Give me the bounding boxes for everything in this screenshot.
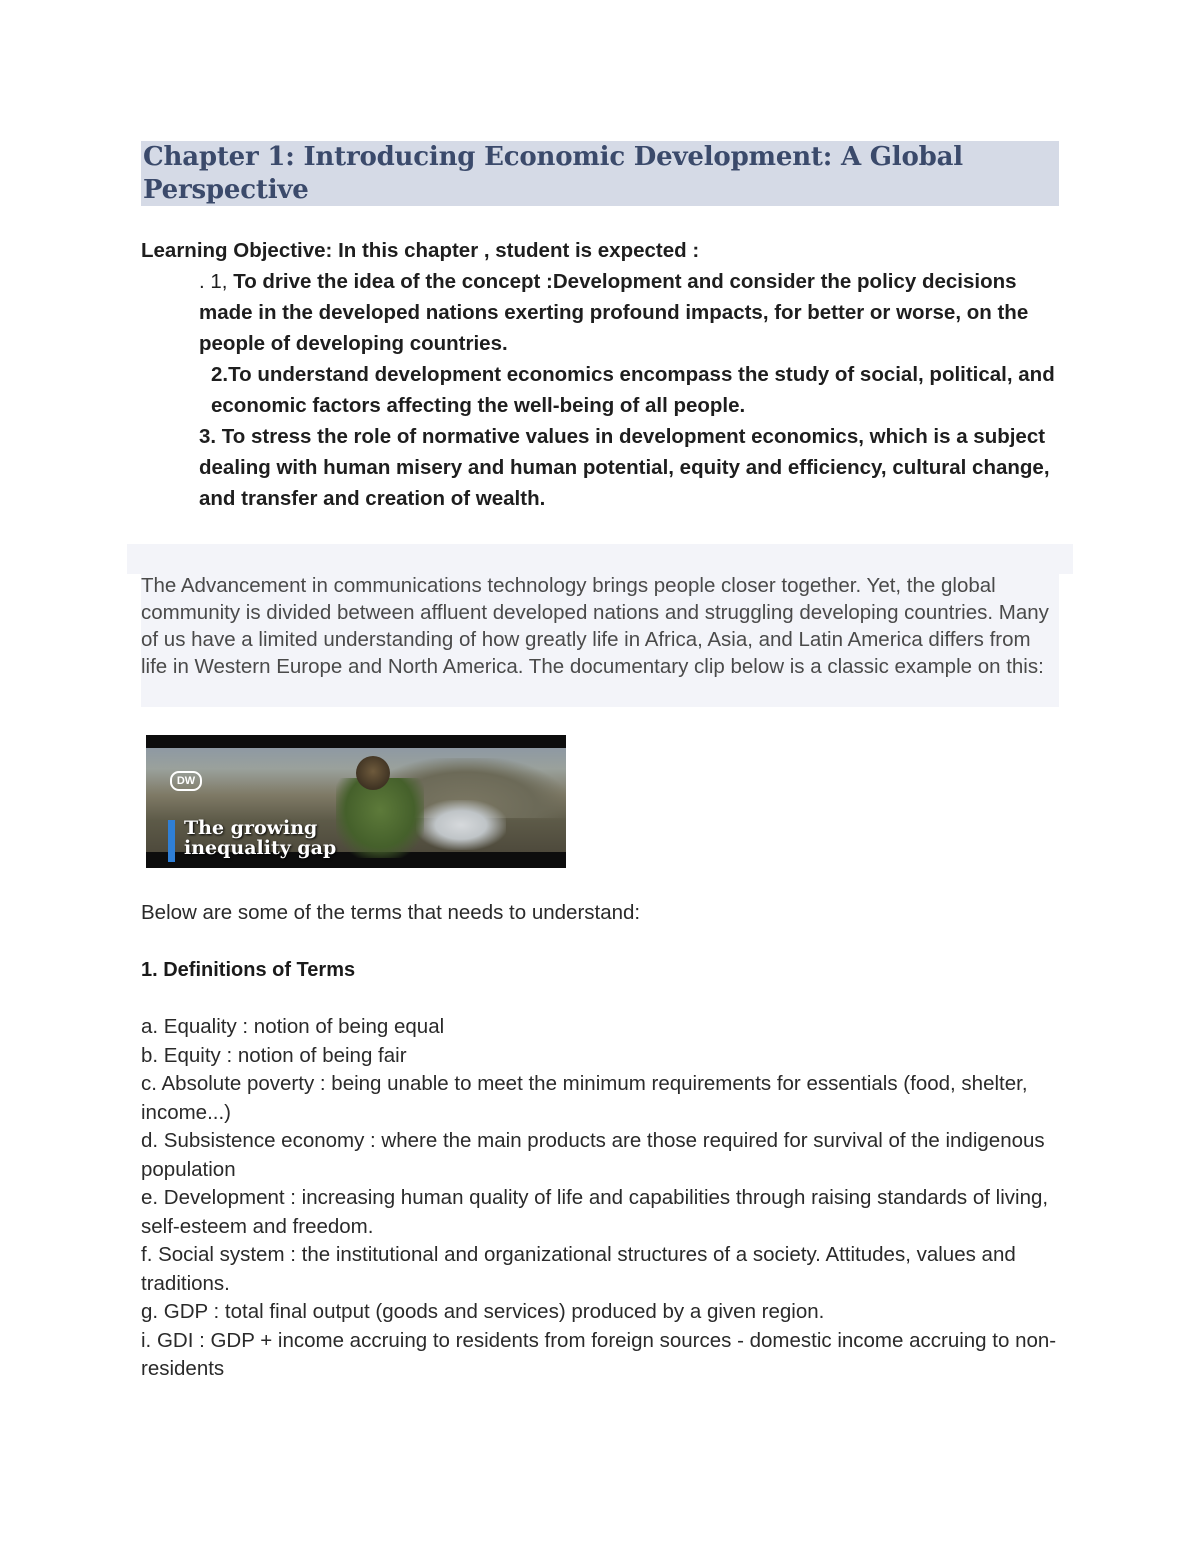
video-thumbnail[interactable] bbox=[146, 735, 566, 868]
term-item: f. Social system : the institutional and organizational structures of a society. Attitudes, values and traditions. bbox=[141, 1243, 1016, 1295]
term-item: g. GDP : total final output (goods and services) produced by a given region. bbox=[141, 1300, 825, 1323]
chapter-title: Chapter 1: Introducing Economic Development: A Global Perspective bbox=[143, 142, 963, 205]
term-item: c. Absolute poverty : being unable to meet the minimum requirements for essentials (food, shelter, income...) bbox=[141, 1072, 1028, 1124]
objective-item-1 bbox=[141, 266, 1071, 359]
thumbnail-caption bbox=[184, 818, 484, 858]
term-item: b. Equity : notion of being fair bbox=[141, 1043, 407, 1067]
thumbnail-caption-line-1: The growing bbox=[184, 817, 318, 839]
dw-logo-icon: DW bbox=[170, 771, 202, 791]
term-item: d. Subsistence economy : where the main products are those required for survival of the indigenous population bbox=[141, 1129, 1045, 1181]
thumbnail-person-head bbox=[356, 756, 390, 790]
intro-shade-top bbox=[127, 544, 1073, 574]
learning-objectives bbox=[141, 235, 1071, 514]
objective-item-3: 3. To stress the role of normative values in development economics, which is a subject dealing with human misery and human potential, equity and efficiency, cultural change, and transfer and creation of wealth. bbox=[199, 425, 1050, 510]
term-item: a. Equality : notion of being equal bbox=[141, 1015, 445, 1038]
caption-accent-bar bbox=[168, 820, 175, 862]
objective-item-2: 2.To understand development economics encompass the study of social, political, and economic factors affecting the well-being of all people. bbox=[211, 363, 1055, 417]
thumbnail-scene bbox=[146, 748, 566, 859]
objective-heading: Learning Objective: In this chapter , student is expected : bbox=[141, 239, 700, 262]
definitions-heading: 1. Definitions of Terms bbox=[141, 959, 356, 981]
term-item: e. Development : increasing human quality of life and capabilities through raising standards of living, self-esteem and freedom. bbox=[141, 1186, 1049, 1238]
term-item: i. GDI : GDP + income accruing to residents from foreign sources - domestic income accruing to non-residents bbox=[141, 1328, 1057, 1380]
terms-intro: Below are some of the terms that needs to understand: bbox=[141, 901, 641, 924]
intro-paragraph: The Advancement in communications technology brings people closer together. Yet, the global community is divided between affluent developed nations and struggling developing countries. Many of us have a limited understanding of how greatly life in Africa, Asia, and Latin America differs from life in Western Europe and North America. The documentary clip below is a classic example on this: bbox=[141, 574, 1049, 678]
terms-list bbox=[141, 1013, 1061, 1384]
objective-item-1-text: To drive the idea of the concept :Development and consider the policy decisions made in the developed nations exerting profound impacts, for better or worse, on the people of developing countries. bbox=[199, 270, 1029, 355]
objective-item-1-number: . 1, bbox=[199, 270, 228, 293]
thumbnail-caption-line-2: inequality gap bbox=[184, 837, 337, 859]
